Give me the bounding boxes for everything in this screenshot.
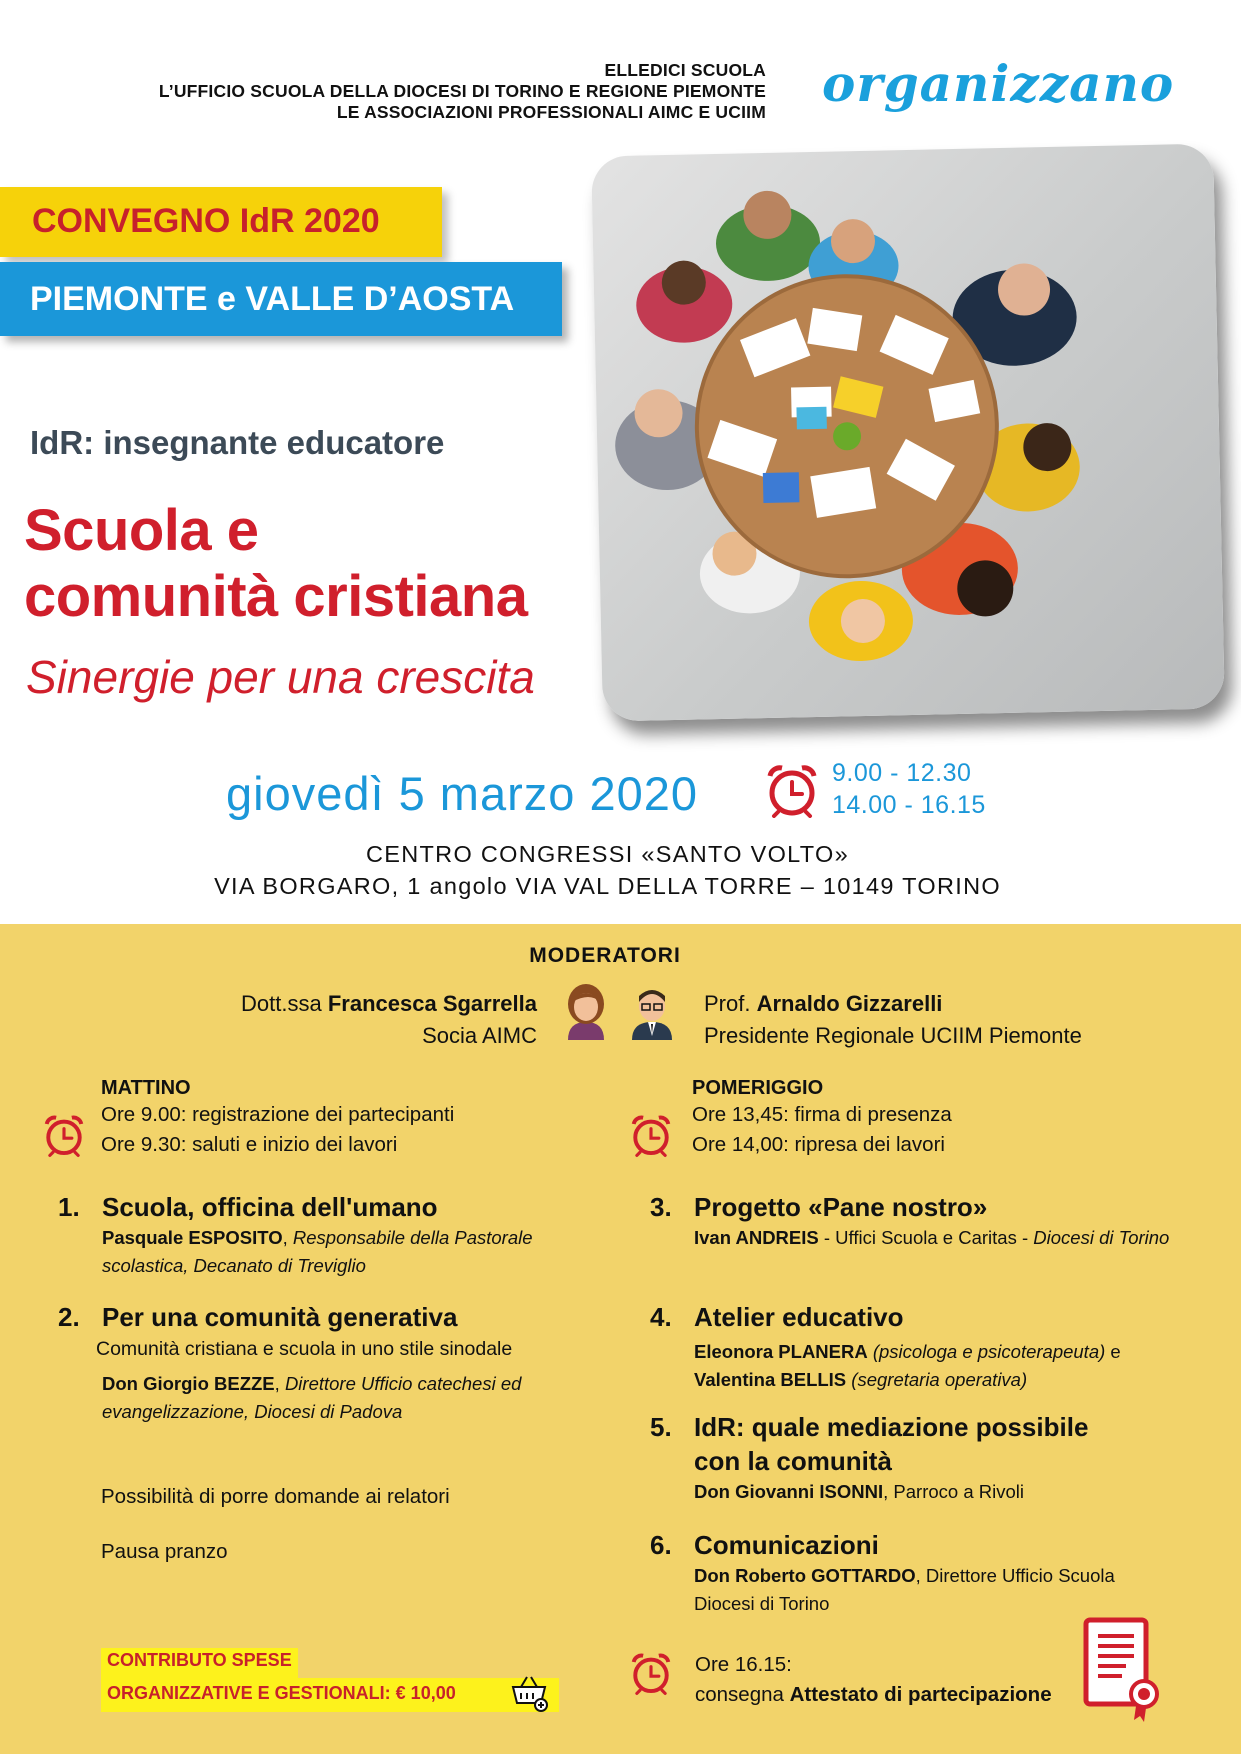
schedule-line: Ore 9.30: saluti e inizio dei lavori bbox=[101, 1133, 398, 1156]
venue-name: CENTRO CONGRESSI «SANTO VOLTO» bbox=[366, 841, 849, 867]
moderators-heading: MODERATORI bbox=[529, 944, 681, 967]
shopping-basket-icon bbox=[509, 1673, 549, 1713]
time-morning: 9.00 - 12.30 bbox=[832, 759, 972, 787]
moderator-name: Arnaldo Gizzarelli bbox=[756, 991, 943, 1016]
item-subtitle: Comunità cristiana e scuola in uno stile sinodale bbox=[96, 1338, 513, 1360]
alarm-clock-icon bbox=[629, 1112, 673, 1158]
program-item-3 bbox=[650, 1190, 1190, 1252]
group-photo-illustration bbox=[591, 144, 1225, 722]
item-title-continued: con la comunità bbox=[694, 1446, 892, 1476]
organizer-line: LE ASSOCIAZIONI PROFESSIONALI AIMC E UCIIM bbox=[336, 102, 766, 122]
afternoon-heading: POMERIGGIO bbox=[692, 1077, 824, 1099]
alarm-clock-icon bbox=[42, 1112, 86, 1158]
item-number: 6. bbox=[650, 1530, 672, 1560]
item-number: 1. bbox=[58, 1192, 80, 1222]
item-separator: , bbox=[274, 1373, 285, 1394]
item-speaker: Pasquale ESPOSITO bbox=[102, 1227, 283, 1248]
item-number: 2. bbox=[58, 1302, 80, 1332]
moderator-title: Dott.ssa bbox=[241, 991, 322, 1016]
moderator-title: Prof. bbox=[704, 991, 751, 1016]
item-title: Comunicazioni bbox=[694, 1530, 879, 1560]
organizer-line: L’UFFICIO SCUOLA DELLA DIOCESI DI TORINO E REGIONE PIEMONTE bbox=[158, 81, 766, 101]
item-speaker-block bbox=[650, 1562, 1190, 1618]
morning-block bbox=[101, 1077, 561, 1160]
time-afternoon: 14.00 - 16.15 bbox=[832, 791, 986, 819]
schedule-line: Ore 9.00: registrazione dei partecipanti bbox=[101, 1103, 455, 1126]
convegno-banner bbox=[0, 187, 442, 257]
item-title: Progetto «Pane nostro» bbox=[694, 1192, 988, 1222]
program-item-4 bbox=[650, 1300, 1190, 1394]
item-speaker-block bbox=[58, 1370, 588, 1426]
item-title: Atelier educativo bbox=[694, 1302, 904, 1332]
item-speaker-block bbox=[650, 1224, 1190, 1252]
closing-text: consegna bbox=[695, 1683, 790, 1706]
item-speaker: Valentina BELLIS bbox=[694, 1369, 847, 1390]
venue-address: VIA BORGARO, 1 angolo VIA VAL DELLA TORRE – 10149 TORINO bbox=[214, 873, 1001, 899]
event-date: giovedì 5 marzo 2020 bbox=[226, 767, 699, 820]
program-item-1 bbox=[58, 1190, 578, 1280]
program-item-5 bbox=[650, 1410, 1190, 1506]
schedule-line: Ore 13,45: firma di presenza bbox=[692, 1103, 952, 1126]
item-role: Responsabile della Pastorale scolastica, Decanato di Treviglio bbox=[102, 1227, 533, 1276]
item-separator: - Uffici Scuola e Caritas - bbox=[818, 1227, 1034, 1248]
region-banner bbox=[0, 262, 562, 336]
questions-note: Possibilità di porre domande ai relatori bbox=[101, 1485, 450, 1508]
contribution-line: ORGANIZZATIVE E GESTIONALI: € 10,00 bbox=[101, 1678, 559, 1712]
item-role: (psicologa e psicoterapeuta) bbox=[872, 1341, 1106, 1362]
region-label: PIEMONTE e VALLE D’AOSTA bbox=[30, 280, 515, 318]
program-item-2 bbox=[58, 1300, 588, 1426]
item-speaker-block bbox=[58, 1224, 578, 1280]
afternoon-block bbox=[692, 1077, 1192, 1160]
morning-heading: MATTINO bbox=[101, 1077, 191, 1099]
item-role: (segretaria operativa) bbox=[851, 1369, 1028, 1390]
item-speaker: Eleonora PLANERA bbox=[694, 1341, 868, 1362]
lunch-note: Pausa pranzo bbox=[101, 1540, 228, 1563]
alarm-clock-icon bbox=[764, 762, 820, 818]
item-role: Diocesi di Torino bbox=[1033, 1227, 1170, 1248]
event-title-line: Scuola e bbox=[24, 498, 259, 563]
event-times bbox=[832, 757, 986, 821]
organizer-line: ELLEDICI SCUOLA bbox=[604, 60, 766, 80]
item-title: Scuola, officina dell'umano bbox=[102, 1192, 438, 1222]
item-speaker: Ivan ANDREIS bbox=[694, 1227, 819, 1248]
item-number: 4. bbox=[650, 1302, 672, 1332]
item-role: , Direttore Ufficio Scuola bbox=[915, 1565, 1115, 1586]
item-role: Diocesi di Torino bbox=[694, 1593, 830, 1614]
closing-block bbox=[695, 1650, 1052, 1710]
moderator-role: Presidente Regionale UCIIM Piemonte bbox=[704, 1023, 1082, 1048]
event-subtitle: IdR: insegnante educatore bbox=[30, 424, 445, 461]
organizers-block bbox=[40, 60, 766, 123]
item-role: , Parroco a Rivoli bbox=[883, 1481, 1024, 1502]
item-title: IdR: quale mediazione possibile bbox=[694, 1412, 1089, 1442]
closing-time: Ore 16.15: bbox=[695, 1653, 792, 1676]
contribution-box bbox=[101, 1648, 559, 1714]
organizzano-wordmark: organizzano bbox=[822, 54, 1175, 113]
item-title: Per una comunità generativa bbox=[102, 1302, 458, 1332]
female-avatar-icon bbox=[560, 980, 612, 1042]
item-speaker-block bbox=[650, 1478, 1190, 1506]
item-joiner: e bbox=[1105, 1341, 1121, 1362]
certificate-icon bbox=[1082, 1616, 1166, 1724]
moderator-role: Socia AIMC bbox=[422, 1023, 537, 1048]
moderator-left bbox=[100, 988, 537, 1052]
closing-certificate: Attestato di partecipazione bbox=[789, 1683, 1052, 1706]
male-avatar-icon bbox=[626, 980, 678, 1042]
item-speaker: Don Giovanni ISONNI bbox=[694, 1481, 884, 1502]
item-number: 3. bbox=[650, 1192, 672, 1222]
alarm-clock-icon bbox=[629, 1650, 673, 1696]
item-number: 5. bbox=[650, 1412, 672, 1442]
program-item-6 bbox=[650, 1528, 1190, 1618]
convegno-label: CONVEGNO IdR 2020 bbox=[32, 202, 380, 240]
event-title bbox=[24, 498, 527, 630]
item-speaker-block bbox=[650, 1338, 1190, 1394]
event-title-line: comunità cristiana bbox=[24, 564, 528, 629]
group-photo bbox=[591, 144, 1225, 722]
moderator-right bbox=[704, 988, 1224, 1052]
contribution-line: CONTRIBUTO SPESE bbox=[101, 1648, 298, 1678]
event-venue bbox=[0, 838, 1215, 902]
item-separator: , bbox=[282, 1227, 293, 1248]
item-speaker: Don Roberto GOTTARDO bbox=[694, 1565, 916, 1586]
item-speaker: Don Giorgio BEZZE bbox=[102, 1373, 275, 1394]
schedule-line: Ore 14,00: ripresa dei lavori bbox=[692, 1133, 945, 1156]
item-role: Direttore Ufficio catechesi ed evangelizzazione, Diocesi di Padova bbox=[102, 1373, 522, 1422]
moderator-name: Francesca Sgarrella bbox=[327, 991, 537, 1016]
event-tagline: Sinergie per una crescita bbox=[26, 651, 535, 703]
